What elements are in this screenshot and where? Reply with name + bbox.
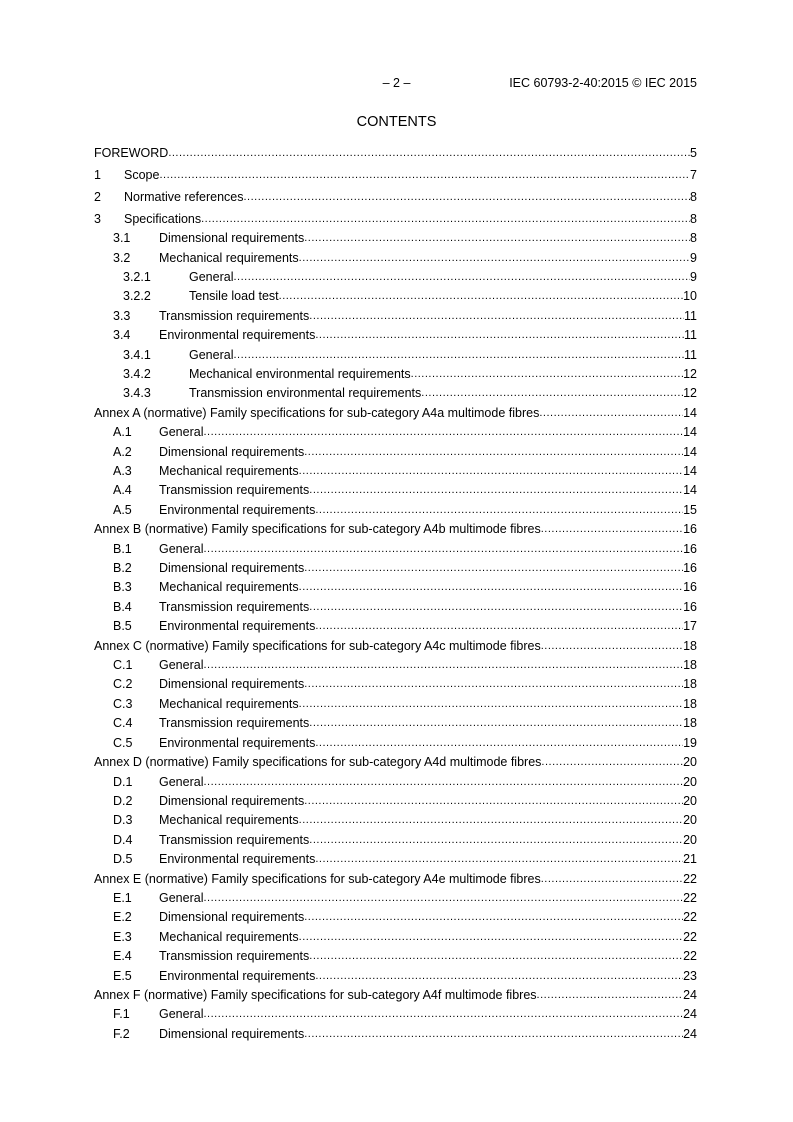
toc-entry-title: Annex C (normative) Family specifications for sub-category A4c multimode fibres: [94, 638, 541, 653]
toc-entry-title: Transmission requirements: [159, 483, 310, 498]
dot-leader: [304, 443, 683, 462]
toc-entry-number: C.4: [113, 716, 133, 731]
toc-entry[interactable]: [94, 598, 697, 617]
toc-entry-number: F.1: [113, 1007, 130, 1022]
toc-entry[interactable]: [94, 714, 697, 733]
toc-entry-number: B.5: [113, 619, 132, 634]
dot-leader: [279, 287, 683, 306]
toc-entry-number: 3.3: [113, 308, 131, 323]
toc-entry-number: 3.2: [113, 250, 131, 265]
toc-entry-title: Dimensional requirements: [159, 561, 305, 576]
toc-entry-page: 17: [683, 619, 697, 634]
toc-entry-number: 3.4.2: [123, 366, 151, 381]
toc-entry-number: F.2: [113, 1026, 130, 1041]
toc-entry-title: General: [159, 425, 204, 440]
toc-entry-page: 10: [683, 289, 697, 304]
toc-entry-page: 8: [690, 189, 697, 204]
toc-entry-title: Environmental requirements: [159, 328, 316, 343]
dot-leader: [159, 166, 690, 185]
dot-leader: [541, 520, 683, 539]
dot-leader: [309, 947, 683, 966]
toc-entry-title: Mechanical environmental requirements: [189, 366, 411, 381]
toc-entry-page: 5: [690, 146, 697, 160]
toc-entry[interactable]: [94, 307, 697, 326]
dot-leader: [315, 850, 683, 869]
toc-entry-number: D.5: [113, 852, 133, 867]
toc-entry-page: 14: [683, 405, 697, 420]
dot-leader: [304, 1025, 683, 1044]
toc-entry[interactable]: [94, 559, 697, 578]
toc-entry-page: 9: [690, 269, 697, 284]
toc-entry-title: Environmental requirements: [159, 735, 316, 750]
dot-leader: [233, 268, 690, 287]
toc-entry-number: 3.1: [113, 231, 131, 246]
toc-entry-title: General: [159, 774, 204, 789]
dot-leader: [299, 811, 683, 830]
dot-leader: [201, 210, 690, 229]
dot-leader: [309, 307, 684, 326]
toc-entry-title: Annex B (normative) Family specifications for sub-category A4b multimode fibres: [94, 522, 541, 537]
dot-leader: [309, 598, 683, 617]
toc-entry-page: 18: [683, 658, 697, 673]
dot-leader: [244, 188, 691, 207]
toc-entry-title: Transmission requirements: [159, 832, 310, 847]
toc-entry[interactable]: [94, 1005, 697, 1024]
toc-entry-page: 16: [683, 561, 697, 576]
toc-entry[interactable]: [94, 792, 697, 811]
toc-entry-title: Mechanical requirements: [159, 696, 299, 711]
toc-entry-page: 21: [683, 852, 697, 867]
toc-entry-page: 16: [683, 541, 697, 556]
toc-entry-number: 3: [94, 211, 101, 226]
dot-leader: [315, 967, 683, 986]
toc-entry[interactable]: [94, 850, 697, 869]
dot-leader: [299, 578, 683, 597]
toc-entry-title: Mechanical requirements: [159, 250, 299, 265]
dot-leader: [315, 326, 684, 345]
toc-entry[interactable]: [94, 443, 697, 462]
toc-entry-page: 23: [683, 968, 697, 983]
toc-entry-page: 18: [683, 638, 697, 653]
toc-entry[interactable]: [94, 210, 697, 229]
toc-entry-page: 8: [690, 231, 697, 246]
toc-entry[interactable]: [94, 501, 697, 520]
toc-entry[interactable]: [94, 384, 697, 403]
toc-entry-number: E.5: [113, 968, 132, 983]
toc-entry[interactable]: [94, 249, 697, 268]
toc-entry[interactable]: [94, 1025, 697, 1044]
toc-entry-title: Tensile load test: [189, 289, 279, 304]
toc-entry-title: Environmental requirements: [159, 852, 316, 867]
toc-entry[interactable]: [94, 578, 697, 597]
dot-leader: [203, 773, 683, 792]
toc-entry[interactable]: [94, 520, 697, 539]
toc-entry-title: General: [159, 1007, 204, 1022]
toc-entry-page: 20: [683, 774, 697, 789]
dot-leader: [304, 559, 683, 578]
dot-leader: [299, 928, 683, 947]
toc-entry-number: A.5: [113, 502, 132, 517]
toc-entry-title: Mechanical requirements: [159, 580, 299, 595]
toc-entry-number: A.3: [113, 464, 132, 478]
contents-title: CONTENTS: [356, 114, 437, 130]
toc-entry-page: 11: [684, 347, 697, 362]
dot-leader: [315, 734, 683, 753]
toc-entry-title: Mechanical requirements: [159, 813, 299, 828]
toc-entry-title: Annex F (normative) Family specifications for sub-category A4f multimode fibres: [94, 987, 537, 1002]
toc-entry-number: C.2: [113, 677, 133, 692]
toc-entry-title: General: [159, 890, 204, 905]
toc-entry[interactable]: [94, 346, 697, 365]
dot-leader: [203, 1005, 683, 1024]
dot-leader: [541, 753, 683, 772]
dot-leader: [233, 346, 684, 365]
toc-entry-page: 19: [683, 735, 697, 750]
toc-entry[interactable]: [94, 656, 697, 675]
toc-entry-title: Normative references: [124, 189, 244, 204]
toc-entry[interactable]: [94, 268, 697, 287]
toc-entry-number: D.4: [113, 832, 133, 847]
dot-leader: [304, 908, 683, 927]
toc-entry[interactable]: [94, 831, 697, 850]
toc-entry[interactable]: [94, 889, 697, 908]
toc-entry-title: General: [159, 541, 204, 556]
toc-entry-page: 12: [683, 386, 697, 401]
toc-entry-title: Environmental requirements: [159, 619, 316, 634]
toc-entry-page: 16: [683, 580, 697, 595]
toc-entry-title: Specifications: [124, 211, 202, 226]
toc-entry-page: 24: [683, 1026, 697, 1041]
toc-entry-title: Mechanical requirements: [159, 929, 299, 944]
toc-entry-title: General: [159, 658, 204, 673]
toc-entry-page: 22: [683, 910, 697, 925]
toc-entry-number: D.2: [113, 793, 133, 808]
document-id: IEC 60793-2-40:2015 © IEC 2015: [509, 76, 697, 90]
toc-entry-number: 3.4: [113, 328, 131, 343]
page-number: – 2 –: [382, 76, 411, 90]
toc-entry-page: 22: [683, 871, 697, 886]
toc-entry-title: Dimensional requirements: [159, 910, 305, 925]
toc-entry-page: 22: [683, 890, 697, 905]
toc-entry-page: 18: [683, 677, 697, 692]
toc-entry[interactable]: [94, 481, 697, 500]
toc-entry-page: 18: [683, 716, 697, 731]
table-of-contents: [94, 144, 697, 1044]
toc-entry-page: 18: [683, 696, 697, 711]
toc-entry-page: 11: [684, 328, 697, 343]
toc-entry-title: Scope: [124, 167, 160, 182]
dot-leader: [203, 889, 683, 908]
dot-leader: [168, 144, 690, 163]
toc-entry[interactable]: [94, 326, 697, 345]
toc-entry[interactable]: [94, 928, 697, 947]
dot-leader: [309, 714, 683, 733]
toc-entry-number: E.2: [113, 910, 132, 925]
toc-entry-number: B.1: [113, 541, 132, 556]
toc-entry-title: Annex D (normative) Family specifications for sub-category A4d multimode fibres: [94, 755, 542, 770]
toc-entry-page: 24: [683, 1007, 697, 1022]
toc-entry-title: Dimensional requirements: [159, 1026, 305, 1041]
toc-entry-title: Dimensional requirements: [159, 793, 305, 808]
dot-leader: [315, 617, 683, 636]
toc-entry-title: General: [189, 347, 234, 362]
toc-entry[interactable]: [94, 637, 697, 656]
toc-entry-number: 3.4.1: [123, 347, 151, 362]
dot-leader: [304, 675, 683, 694]
toc-entry-page: 20: [683, 832, 697, 847]
dot-leader: [203, 540, 683, 559]
toc-entry-number: 1: [94, 167, 101, 182]
dot-leader: [309, 481, 683, 500]
toc-entry[interactable]: [94, 365, 697, 384]
toc-entry-title: Transmission requirements: [159, 599, 310, 614]
toc-entry[interactable]: [94, 617, 697, 636]
toc-entry[interactable]: [94, 695, 697, 714]
toc-entry-title: Transmission requirements: [159, 716, 310, 731]
dot-leader: [411, 365, 683, 384]
toc-entry-number: C.5: [113, 735, 133, 750]
toc-entry-title: Annex E (normative) Family specifications for sub-category A4e multimode fibres: [94, 871, 541, 886]
toc-entry-page: 20: [683, 755, 697, 770]
toc-entry[interactable]: [94, 404, 697, 423]
toc-entry[interactable]: [94, 462, 697, 481]
toc-entry-number: A.4: [113, 483, 132, 498]
dot-leader: [299, 462, 683, 481]
toc-entry-page: 8: [690, 211, 697, 226]
toc-entry[interactable]: [94, 967, 697, 986]
toc-entry[interactable]: [94, 947, 697, 966]
toc-entry-number: B.4: [113, 599, 132, 614]
dot-leader: [315, 501, 683, 520]
toc-entry-number: C.1: [113, 658, 133, 673]
dot-leader: [203, 656, 683, 675]
toc-entry[interactable]: [94, 166, 697, 185]
dot-leader: [421, 384, 683, 403]
toc-entry[interactable]: [94, 986, 697, 1005]
toc-entry[interactable]: [94, 870, 697, 889]
toc-entry-title: Dimensional requirements: [159, 231, 305, 246]
toc-entry-number: A.2: [113, 444, 132, 459]
dot-leader: [304, 229, 690, 248]
toc-entry-title: General: [189, 269, 234, 284]
toc-entry[interactable]: [94, 773, 697, 792]
toc-entry-title: FOREWORD: [94, 146, 169, 160]
toc-entry-page: 14: [683, 464, 697, 478]
dot-leader: [539, 404, 683, 423]
toc-entry-number: 3.4.3: [123, 386, 151, 401]
toc-entry-title: Mechanical requirements: [159, 464, 299, 478]
toc-entry-page: 14: [683, 483, 697, 498]
toc-entry[interactable]: [94, 423, 697, 442]
toc-entry-number: 3.2.2: [123, 289, 151, 304]
dot-leader: [309, 831, 683, 850]
dot-leader: [541, 637, 683, 656]
dot-leader: [304, 792, 683, 811]
toc-entry-page: 16: [683, 599, 697, 614]
toc-entry[interactable]: [94, 675, 697, 694]
toc-entry-page: 24: [683, 987, 697, 1002]
toc-entry-title: Transmission requirements: [159, 308, 310, 323]
toc-entry-number: 2: [94, 189, 101, 204]
toc-entry-title: Transmission requirements: [159, 949, 310, 964]
toc-entry[interactable]: [94, 229, 697, 248]
toc-entry-page: 12: [683, 366, 697, 381]
toc-entry-title: Environmental requirements: [159, 502, 316, 517]
dot-leader: [537, 986, 684, 1005]
dot-leader: [541, 870, 683, 889]
toc-entry-page: 14: [683, 444, 697, 459]
toc-entry-page: 22: [683, 929, 697, 944]
toc-entry-number: A.1: [113, 425, 132, 440]
toc-entry-page: 20: [683, 793, 697, 808]
dot-leader: [299, 695, 683, 714]
toc-entry-number: D.1: [113, 774, 133, 789]
toc-entry-number: E.1: [113, 890, 132, 905]
toc-entry-number: 3.2.1: [123, 269, 151, 284]
toc-entry[interactable]: [94, 753, 697, 772]
toc-entry-page: 9: [690, 250, 697, 265]
toc-entry[interactable]: [94, 287, 697, 306]
toc-entry-page: 20: [683, 813, 697, 828]
toc-entry-number: B.3: [113, 580, 132, 595]
toc-entry-title: Annex A (normative) Family specifications for sub-category A4a multimode fibres: [94, 405, 540, 420]
toc-entry-number: B.2: [113, 561, 132, 576]
toc-entry-page: 14: [683, 425, 697, 440]
toc-entry-page: 22: [683, 949, 697, 964]
toc-entry-page: 15: [683, 502, 697, 517]
toc-entry[interactable]: [94, 908, 697, 927]
dot-leader: [203, 423, 683, 442]
toc-entry[interactable]: [94, 144, 697, 163]
toc-entry-number: E.4: [113, 949, 132, 964]
toc-entry-number: E.3: [113, 929, 132, 944]
toc-entry[interactable]: [94, 811, 697, 830]
toc-entry[interactable]: [94, 540, 697, 559]
toc-entry-title: Transmission environmental requirements: [189, 386, 422, 401]
toc-entry-title: Dimensional requirements: [159, 444, 305, 459]
toc-entry-title: Dimensional requirements: [159, 677, 305, 692]
toc-entry-page: 16: [683, 522, 697, 537]
dot-leader: [299, 249, 690, 268]
toc-entry-number: C.3: [113, 696, 133, 711]
toc-entry-number: D.3: [113, 813, 133, 828]
toc-entry-page: 11: [684, 308, 697, 323]
toc-entry[interactable]: [94, 734, 697, 753]
page-header: [0, 76, 793, 94]
toc-entry-page: 7: [690, 167, 697, 182]
toc-entry-title: Environmental requirements: [159, 968, 316, 983]
toc-entry[interactable]: [94, 188, 697, 207]
